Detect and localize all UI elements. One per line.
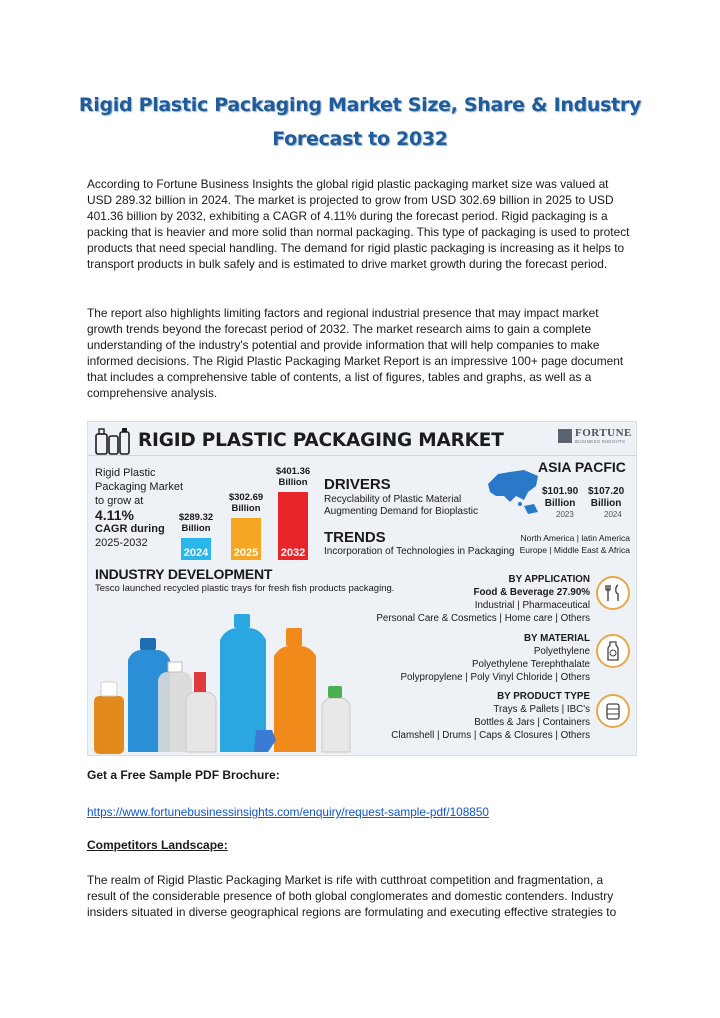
product-type-line-1: Trays & Pallets | IBC's (493, 704, 590, 715)
sample-brochure-heading: Get a Free Sample PDF Brochure: (87, 768, 280, 782)
drivers-heading: DRIVERS (324, 476, 391, 493)
application-line-1: Food & Beverage 27.90% (473, 587, 590, 598)
asia-pacific-heading: ASIA PACFIC (538, 459, 626, 475)
bar-year-label: 2025 (233, 547, 259, 559)
bar-2025 (228, 492, 264, 560)
plastic-bottles-image (88, 600, 358, 755)
application-line-3: Personal Care & Cosmetics | Home care | Others (376, 613, 590, 624)
bar-unit: Billion (231, 503, 261, 514)
utensils-icon (596, 576, 630, 610)
container-icon (596, 694, 630, 728)
material-line-2: Polyethylene Terephthalate (471, 659, 590, 670)
jugs-icon (94, 426, 132, 456)
trends-heading: TRENDS (324, 529, 386, 546)
material-heading: BY MATERIAL (523, 633, 590, 644)
bar-value-label (223, 492, 269, 514)
trends-text: Incorporation of Technologies in Packaging (324, 546, 515, 557)
growth-line-4: CAGR during (95, 523, 165, 535)
bar-unit: Billion (181, 523, 211, 534)
asia-unit-1: Billion (544, 498, 576, 509)
segment-application (376, 573, 590, 625)
product-type-heading: BY PRODUCT TYPE (497, 691, 590, 702)
infographic-title: RIGID PLASTIC PACKAGING MARKET (138, 430, 504, 451)
logo-mark-icon (558, 429, 572, 443)
bar-2024 (178, 512, 214, 560)
asia-year-1: 2023 (556, 510, 574, 519)
competitors-heading: Competitors Landscape: (87, 838, 228, 852)
bar-year-label: 2024 (183, 547, 209, 559)
application-line-2: Industrial | Pharmaceutical (474, 600, 590, 611)
industry-development-heading: INDUSTRY DEVELOPMENT (95, 566, 273, 582)
logo-subtext: BUSINESS INSIGHTS (575, 439, 626, 444)
growth-line-2: Packaging Market (95, 481, 184, 493)
bar-value-label (270, 466, 316, 488)
report-paragraph: The report also highlights limiting factors and regional industrial presence that may impact market growth trends beyond the forecast period of 2032. The market research aims to gain a complete understanding of the industry's potential and provide information that will help companies to make informed decisions. The Rigid Plastic Packaging Market Report is an impressive 100+ page document that includes a comprehensive table of contents, a list of figures, tables and graphs, as well as a comprehensive analysis. (87, 306, 624, 400)
intro-paragraph: According to Fortune Business Insights the global rigid plastic packaging market size was valued at USD 289.32 billion in 2024. The market is projected to grow from USD 302.69 billion in 2025 to USD 401.36 billion by 2032, exhibiting a CAGR of 4.11% during the forecast period. Rigid packaging is a packing that is heavier and more solid than normal packaging. This type of packaging is used to protect products that need special handling. The demand for rigid plastic packaging is increasing as it helps to transport products in bulk safely and is estimated to drive market growth during the forecast period. (87, 177, 630, 271)
product-type-line-3: Clamshell | Drums | Caps & Closures | Others (391, 730, 590, 741)
material-line-3: Polypropylene | Poly Vinyl Chloride | Others (400, 672, 590, 683)
page-title (60, 88, 660, 156)
material-line-1: Polyethylene (533, 646, 590, 657)
growth-line-1: Rigid Plastic (95, 467, 156, 479)
segment-product-type (391, 690, 590, 742)
asia-unit-2: Billion (590, 498, 622, 509)
bar-value: $289.32 (178, 512, 214, 523)
asia-value-2023 (542, 486, 578, 510)
asia-map-icon (484, 466, 542, 516)
bar-unit: Billion (278, 477, 308, 488)
bar-year-label: 2032 (280, 547, 306, 559)
bar-value: $401.36 (275, 466, 311, 477)
bar-value: $302.69 (228, 492, 264, 503)
bar-value-label (173, 512, 219, 534)
asia-value-2: $107.20 (588, 486, 625, 497)
market-infographic (87, 421, 637, 756)
growth-line-3: to grow at (95, 495, 144, 507)
logo-text: FORTUNE (575, 427, 632, 439)
competitors-paragraph: The realm of Rigid Plastic Packaging Market is rife with cutthroat competition and fragmentation, a result of the considerable presence of both global conglomerates and domestic contenders. Industry insiders situated in diverse geographical regions are formulating and executing effective strategies to (87, 873, 617, 919)
drivers-text (324, 494, 484, 518)
application-heading: BY APPLICATION (508, 574, 590, 585)
sample-pdf-link[interactable]: https://www.fortunebusinessinsights.com/enquiry/request-sample-pdf/108850 (87, 805, 489, 819)
fortune-logo (558, 426, 632, 448)
asia-value-1: $101.90 (542, 486, 579, 497)
asia-value-2024 (588, 486, 624, 510)
growth-cagr: 4.11% (95, 507, 134, 523)
title-line-1: Rigid Plastic Packaging Market Size, Share & Industry (78, 94, 642, 116)
driver-2: Augmenting Demand for Bioplastic (324, 506, 478, 517)
title-divider (88, 455, 636, 456)
regions-line-1: North America | latin America (520, 533, 630, 543)
title-line-2: Forecast to 2032 (272, 128, 448, 150)
industry-development-text: Tesco launched recycled plastic trays for fresh fish products packaging. (95, 583, 395, 594)
bar-2032 (275, 466, 311, 560)
product-type-line-2: Bottles & Jars | Containers (474, 717, 590, 728)
driver-1: Recyclability of Plastic Material (324, 494, 462, 505)
recycle-bottle-icon (596, 634, 630, 668)
other-regions (520, 532, 630, 556)
growth-period: 2025-2032 (95, 537, 148, 549)
growth-summary (95, 466, 183, 550)
asia-year-2: 2024 (604, 510, 622, 519)
segment-material (400, 632, 590, 684)
regions-line-2: Europe | Middle East & Africa (519, 545, 630, 555)
